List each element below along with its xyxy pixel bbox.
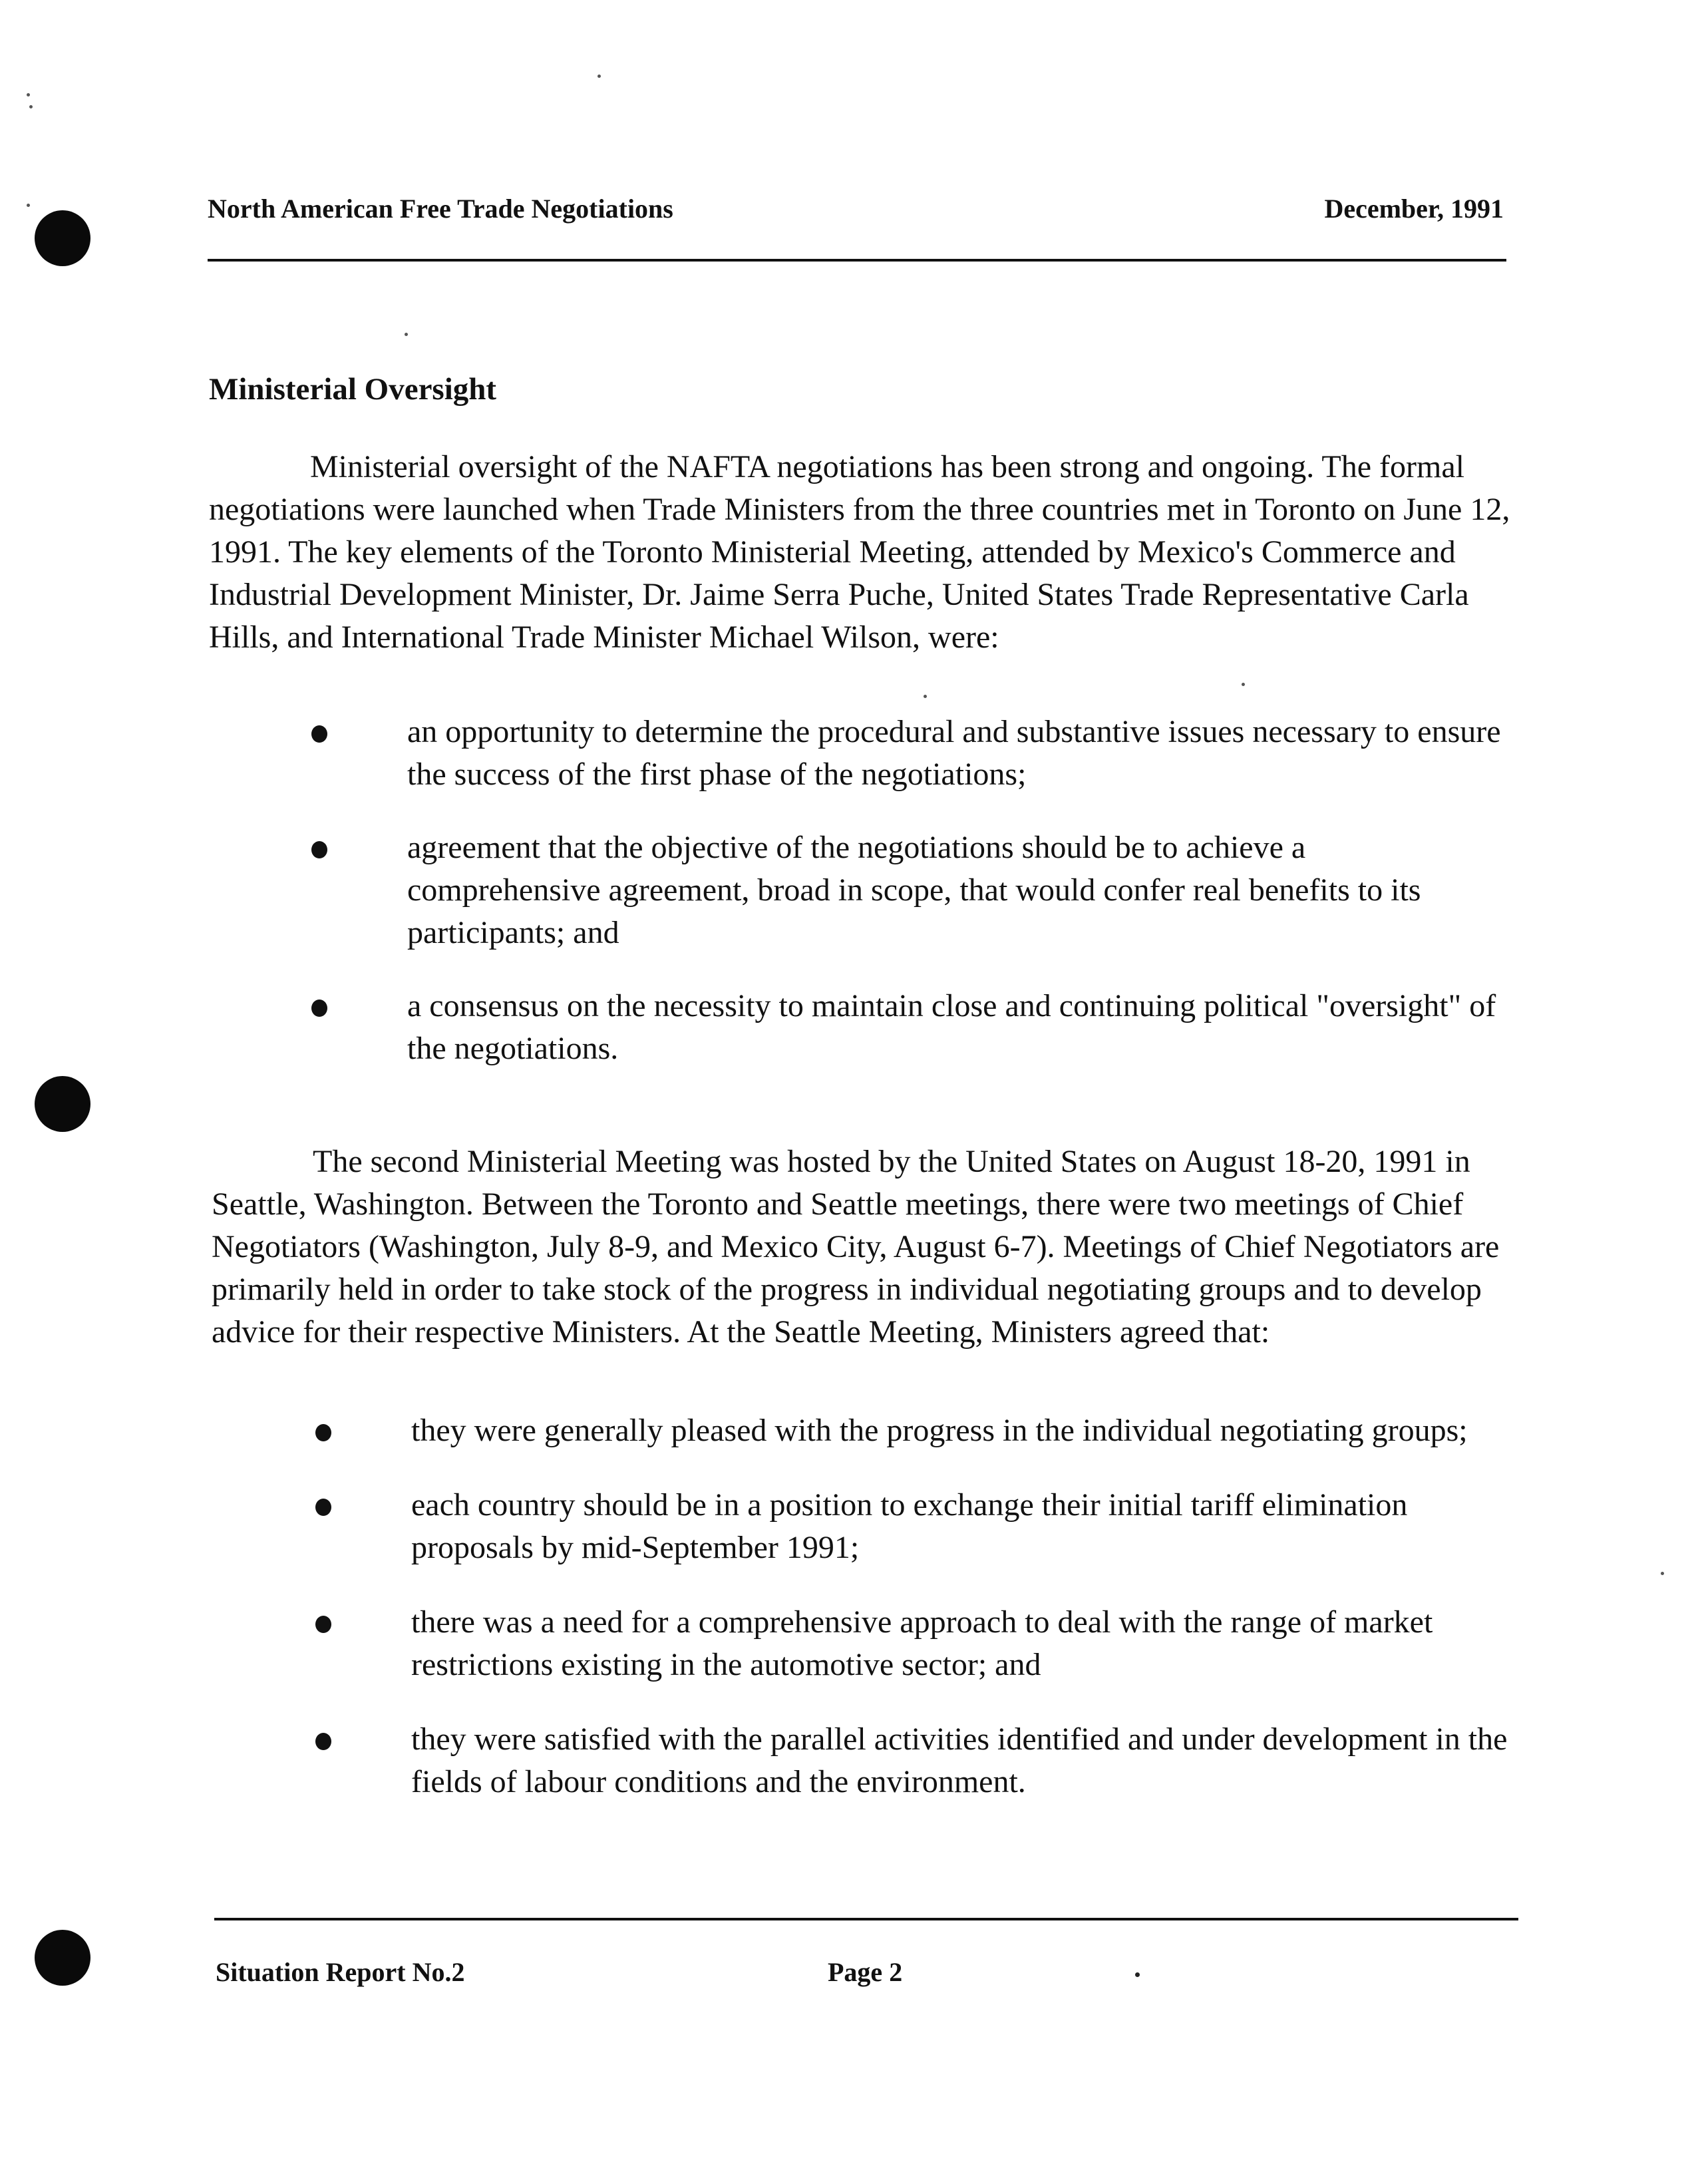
- list-item-text: agreement that the objective of the negotiations should be to achieve a comprehensive agreement, broad in scope, that would confer real benefits to its participants; and: [407, 830, 1421, 950]
- bullet-icon: [315, 1733, 331, 1750]
- header-date: December, 1991: [1324, 194, 1504, 224]
- footer-page-number: Page 2: [828, 1957, 903, 1987]
- list-item: [310, 1718, 1508, 1803]
- scan-speck: [27, 93, 30, 96]
- binder-hole: [35, 1076, 90, 1132]
- scan-speck: [924, 695, 927, 698]
- list-item: [306, 826, 1504, 954]
- paragraph: Ministerial oversight of the NAFTA negotiations has been strong and ongoing. The formal negotiations were launched when Trade Ministers from the three countries met in Toronto on June 12, 1991. The key elements of the Toronto Ministerial Meeting, attended by Mexico's Commerce and Industrial Development Minister, Dr. Jaime Serra Puche, United States Trade Representative Carla Hills, and International Trade Minister Michael Wilson, were:: [209, 449, 1510, 655]
- bullet-list: [310, 1409, 1508, 1835]
- bullet-icon: [311, 725, 327, 743]
- bullet-icon: [315, 1616, 331, 1633]
- section-title: Ministerial Oversight: [209, 372, 497, 407]
- binder-hole: [35, 1930, 90, 1986]
- scan-speck: [597, 75, 601, 78]
- list-item-text: there was a need for a comprehensive approach to deal with the range of market restrictions existing in the automotive sector; and: [411, 1604, 1433, 1682]
- list-item: [310, 1409, 1508, 1452]
- scan-speck: [405, 333, 408, 336]
- bullet-icon: [311, 1000, 327, 1017]
- list-item: [310, 1484, 1508, 1569]
- list-item-text: a consensus on the necessity to maintain close and continuing political "oversight" of the negotiations.: [407, 988, 1496, 1066]
- list-item-text: each country should be in a position to exchange their initial tariff elimination proposals by mid-September 1991;: [411, 1487, 1408, 1565]
- paragraph: The second Ministerial Meeting was hosted by the United States on August 18-20, 1991 in Seattle, Washington. Between the Toronto and Seattle meetings, there were two meetings of Chief Negotiators (Washington, July 8-9, and Mexico City, August 6-7). Meetings of Chief Negotiators are primarily held in order to take stock of the progress in individual negotiating groups and to develop advice for their respective Ministers. At the Seattle Meeting, Ministers agreed that:: [212, 1144, 1500, 1350]
- footer-rule: [214, 1918, 1518, 1920]
- scan-speck: [29, 105, 33, 108]
- list-item: [306, 985, 1504, 1070]
- scan-speck: [1135, 1972, 1140, 1977]
- scan-speck: [1661, 1572, 1664, 1575]
- bullet-icon: [311, 841, 327, 858]
- list-item-text: they were generally pleased with the progress in the individual negotiating groups;: [411, 1413, 1468, 1448]
- bullet-list: [306, 711, 1504, 1101]
- bullet-icon: [315, 1424, 331, 1441]
- scan-speck: [27, 204, 30, 207]
- header-title: North American Free Trade Negotiations: [208, 194, 673, 224]
- bullet-icon: [315, 1499, 331, 1516]
- binder-hole: [35, 210, 90, 266]
- header-rule: [208, 259, 1506, 262]
- list-item: [306, 711, 1504, 796]
- scan-speck: [1242, 683, 1245, 686]
- list-item: [310, 1601, 1508, 1686]
- footer-report-number: Situation Report No.2: [216, 1957, 465, 1987]
- list-item-text: an opportunity to determine the procedural and substantive issues necessary to ensure the success of the first phase of the negotiations;: [407, 714, 1501, 792]
- list-item-text: they were satisfied with the parallel activities identified and under development in the fields of labour conditions and the environment.: [411, 1722, 1508, 1799]
